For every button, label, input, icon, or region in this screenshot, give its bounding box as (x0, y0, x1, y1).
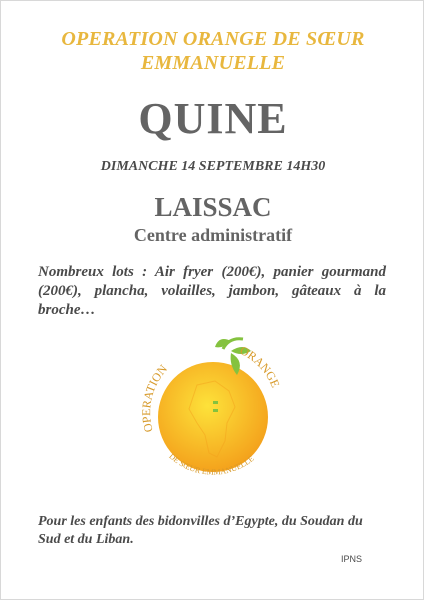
ipns-mark: IPNS (341, 554, 363, 564)
event-place: Centre administratif (133, 225, 293, 245)
leaf-dot-icon (213, 401, 218, 404)
logo-word-right: ORANGE (237, 343, 283, 390)
organizer-title-line-1: OPERATION ORANGE DE SŒUR (61, 28, 365, 50)
event-name: QUINE (138, 94, 288, 143)
event-date: DIMANCHE 14 SEPTEMBRE 14H30 (100, 159, 326, 174)
leaf-dot-icon (213, 409, 218, 412)
beneficiaries-text: Pour les enfants des bidonvilles d’Egypte, du Soudan du Sud et du Liban. (38, 514, 363, 547)
organizer-title-line-2: EMMANUELLE (140, 52, 286, 74)
logo-word-left: OPERATION (139, 361, 171, 434)
prize-list: Nombreux lots : Air fryer (200€), panier gourmand (200€), plancha, volailles, jambon, gâteaux à la broche… (38, 264, 386, 318)
logo-word-bottom: DE SŒUR EMMANUELLE (167, 451, 256, 477)
orange-fruit-logo-icon (119, 323, 309, 493)
event-town: LAISSAC (154, 192, 272, 222)
